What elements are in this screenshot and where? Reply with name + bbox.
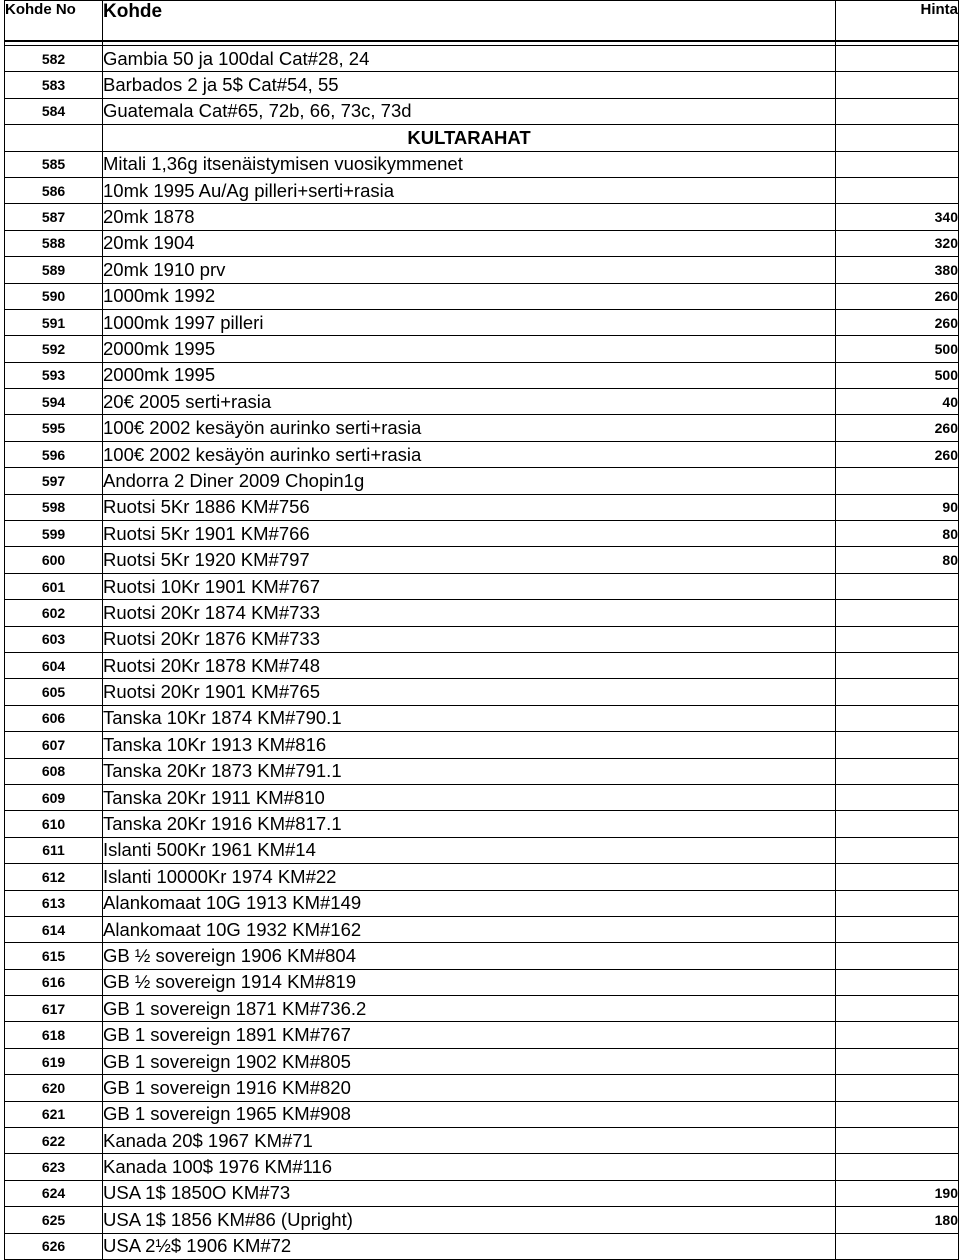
item-description-cell: 2000mk 1995 (103, 362, 836, 388)
table-row (5, 283, 959, 309)
item-description-cell: USA 1$ 1856 KM#86 (Upright) (103, 1207, 836, 1233)
table-row (5, 1233, 959, 1259)
price-cell (836, 626, 959, 652)
item-description-cell: Alankomaat 10G 1932 KM#162 (103, 916, 836, 942)
table-row (5, 441, 959, 467)
item-number-cell: 595 (5, 415, 103, 441)
item-number-cell: 620 (5, 1075, 103, 1101)
item-number-cell: 592 (5, 336, 103, 362)
table-row (5, 732, 959, 758)
item-description-cell: 20mk 1904 (103, 230, 836, 256)
price-cell (836, 705, 959, 731)
item-description-cell: Tanska 20Kr 1873 KM#791.1 (103, 758, 836, 784)
item-description-cell: Guatemala Cat#65, 72b, 66, 73c, 73d (103, 98, 836, 124)
table-row (5, 626, 959, 652)
item-description-cell: Ruotsi 20Kr 1901 KM#765 (103, 679, 836, 705)
item-description-cell: 20mk 1910 prv (103, 257, 836, 283)
table-row (5, 336, 959, 362)
item-number-cell: 591 (5, 309, 103, 335)
item-description-cell: Ruotsi 20Kr 1874 KM#733 (103, 600, 836, 626)
item-number-cell: 617 (5, 996, 103, 1022)
item-description-cell: Islanti 500Kr 1961 KM#14 (103, 837, 836, 863)
price-cell (836, 890, 959, 916)
item-description-cell: USA 2½$ 1906 KM#72 (103, 1233, 836, 1259)
price-cell: 90 (836, 494, 959, 520)
item-number-cell: 603 (5, 626, 103, 652)
column-header-item: Kohde (103, 1, 836, 41)
table-row (5, 996, 959, 1022)
price-cell: 80 (836, 547, 959, 573)
item-description-cell: Tanska 20Kr 1916 KM#817.1 (103, 811, 836, 837)
price-cell (836, 98, 959, 124)
table-row (5, 72, 959, 98)
table-row (5, 257, 959, 283)
item-number-cell (5, 125, 103, 151)
price-cell: 500 (836, 362, 959, 388)
item-description-cell: Ruotsi 5Kr 1901 KM#766 (103, 521, 836, 547)
table-row (5, 415, 959, 441)
item-number-cell: 607 (5, 732, 103, 758)
table-row (5, 230, 959, 256)
price-cell: 40 (836, 389, 959, 415)
price-cell (836, 1233, 959, 1259)
item-description-cell: Ruotsi 20Kr 1878 KM#748 (103, 652, 836, 678)
table-row (5, 362, 959, 388)
item-description-cell: Tanska 20Kr 1911 KM#810 (103, 784, 836, 810)
item-number-cell: 593 (5, 362, 103, 388)
item-number-cell: 600 (5, 547, 103, 573)
item-description-cell: GB 1 sovereign 1891 KM#767 (103, 1022, 836, 1048)
table-row (5, 1075, 959, 1101)
item-description-cell: Mitali 1,36g itsenäistymisen vuosikymmenet (103, 151, 836, 177)
table-body (5, 46, 959, 1260)
price-cell (836, 758, 959, 784)
item-number-cell: 614 (5, 916, 103, 942)
price-cell (836, 679, 959, 705)
item-description-cell: GB 1 sovereign 1965 KM#908 (103, 1101, 836, 1127)
table-row (5, 521, 959, 547)
table-row (5, 46, 959, 72)
price-cell (836, 573, 959, 599)
item-description-cell: Tanska 10Kr 1874 KM#790.1 (103, 705, 836, 731)
table-row (5, 890, 959, 916)
item-number-cell: 587 (5, 204, 103, 230)
item-description-cell: 1000mk 1997 pilleri (103, 309, 836, 335)
table-row (5, 98, 959, 124)
item-number-cell: 622 (5, 1128, 103, 1154)
price-cell (836, 652, 959, 678)
table-row (5, 389, 959, 415)
table-header (5, 1, 959, 46)
price-cell (836, 732, 959, 758)
item-description-cell: GB ½ sovereign 1906 KM#804 (103, 943, 836, 969)
price-cell: 380 (836, 257, 959, 283)
item-number-cell: 598 (5, 494, 103, 520)
item-description-cell: Alankomaat 10G 1913 KM#149 (103, 890, 836, 916)
table-row (5, 864, 959, 890)
price-cell: 260 (836, 283, 959, 309)
item-number-cell: 612 (5, 864, 103, 890)
table-row (5, 494, 959, 520)
section-heading-row (5, 125, 959, 151)
column-header-item-number: Kohde No (5, 1, 103, 41)
item-description-cell: Ruotsi 5Kr 1886 KM#756 (103, 494, 836, 520)
item-number-cell: 601 (5, 573, 103, 599)
item-number-cell: 626 (5, 1233, 103, 1259)
item-number-cell: 589 (5, 257, 103, 283)
price-cell (836, 1075, 959, 1101)
price-cell: 190 (836, 1180, 959, 1206)
price-cell: 260 (836, 309, 959, 335)
price-cell: 320 (836, 230, 959, 256)
item-number-cell: 602 (5, 600, 103, 626)
price-cell (836, 969, 959, 995)
item-description-cell: Andorra 2 Diner 2009 Chopin1g (103, 468, 836, 494)
table-row (5, 309, 959, 335)
item-description-cell: Ruotsi 5Kr 1920 KM#797 (103, 547, 836, 573)
item-description-cell: Islanti 10000Kr 1974 KM#22 (103, 864, 836, 890)
table-row (5, 1180, 959, 1206)
auction-table (4, 0, 959, 1260)
table-row (5, 705, 959, 731)
table-row (5, 204, 959, 230)
table-row (5, 600, 959, 626)
table-row (5, 151, 959, 177)
item-number-cell: 610 (5, 811, 103, 837)
item-description-cell: Tanska 10Kr 1913 KM#816 (103, 732, 836, 758)
price-cell (836, 837, 959, 863)
price-cell (836, 1154, 959, 1180)
item-description-cell: 2000mk 1995 (103, 336, 836, 362)
table-row (5, 969, 959, 995)
table-row (5, 652, 959, 678)
table-row (5, 1207, 959, 1233)
item-number-cell: 597 (5, 468, 103, 494)
table-row (5, 1101, 959, 1127)
item-number-cell: 594 (5, 389, 103, 415)
table-row (5, 573, 959, 599)
price-cell (836, 943, 959, 969)
item-description-cell: 100€ 2002 kesäyön aurinko serti+rasia (103, 415, 836, 441)
table-row (5, 837, 959, 863)
price-cell (836, 1022, 959, 1048)
price-cell: 260 (836, 415, 959, 441)
item-number-cell: 624 (5, 1180, 103, 1206)
price-cell (836, 1048, 959, 1074)
item-number-cell: 625 (5, 1207, 103, 1233)
item-number-cell: 619 (5, 1048, 103, 1074)
item-number-cell: 586 (5, 177, 103, 203)
table-row (5, 468, 959, 494)
price-cell (836, 600, 959, 626)
table-row (5, 679, 959, 705)
item-number-cell: 588 (5, 230, 103, 256)
item-number-cell: 583 (5, 72, 103, 98)
item-description-cell: Ruotsi 20Kr 1876 KM#733 (103, 626, 836, 652)
column-header-price: Hinta (836, 1, 959, 41)
price-cell (836, 468, 959, 494)
item-description-cell: USA 1$ 1850O KM#73 (103, 1180, 836, 1206)
price-cell (836, 177, 959, 203)
item-number-cell: 621 (5, 1101, 103, 1127)
item-number-cell: 616 (5, 969, 103, 995)
price-cell (836, 1128, 959, 1154)
price-cell: 80 (836, 521, 959, 547)
price-cell (836, 996, 959, 1022)
item-description-cell: 10mk 1995 Au/Ag pilleri+serti+rasia (103, 177, 836, 203)
section-heading-cell: KULTARAHAT (103, 125, 836, 151)
price-cell: 340 (836, 204, 959, 230)
item-number-cell: 585 (5, 151, 103, 177)
table-row (5, 547, 959, 573)
item-description-cell: GB 1 sovereign 1916 KM#820 (103, 1075, 836, 1101)
item-number-cell: 584 (5, 98, 103, 124)
price-cell (836, 125, 959, 151)
item-description-cell: 1000mk 1992 (103, 283, 836, 309)
item-description-cell: GB ½ sovereign 1914 KM#819 (103, 969, 836, 995)
item-description-cell: GB 1 sovereign 1871 KM#736.2 (103, 996, 836, 1022)
item-number-cell: 615 (5, 943, 103, 969)
table-row (5, 784, 959, 810)
item-number-cell: 618 (5, 1022, 103, 1048)
item-number-cell: 609 (5, 784, 103, 810)
table-row (5, 811, 959, 837)
price-cell (836, 1101, 959, 1127)
item-description-cell: 20mk 1878 (103, 204, 836, 230)
item-number-cell: 604 (5, 652, 103, 678)
table-row (5, 1048, 959, 1074)
price-cell: 500 (836, 336, 959, 362)
item-description-cell: 100€ 2002 kesäyön aurinko serti+rasia (103, 441, 836, 467)
price-cell (836, 916, 959, 942)
table-row (5, 1022, 959, 1048)
price-cell (836, 72, 959, 98)
item-number-cell: 596 (5, 441, 103, 467)
item-number-cell: 582 (5, 46, 103, 72)
item-number-cell: 606 (5, 705, 103, 731)
item-description-cell: Kanada 20$ 1967 KM#71 (103, 1128, 836, 1154)
item-description-cell: GB 1 sovereign 1902 KM#805 (103, 1048, 836, 1074)
item-description-cell: Ruotsi 10Kr 1901 KM#767 (103, 573, 836, 599)
table-row (5, 943, 959, 969)
item-number-cell: 613 (5, 890, 103, 916)
item-number-cell: 623 (5, 1154, 103, 1180)
item-description-cell: 20€ 2005 serti+rasia (103, 389, 836, 415)
price-cell (836, 151, 959, 177)
price-cell (836, 784, 959, 810)
item-number-cell: 608 (5, 758, 103, 784)
price-cell (836, 864, 959, 890)
table-row (5, 177, 959, 203)
price-cell: 180 (836, 1207, 959, 1233)
price-cell (836, 811, 959, 837)
table-row (5, 1128, 959, 1154)
price-cell (836, 46, 959, 72)
item-description-cell: Gambia 50 ja 100dal Cat#28, 24 (103, 46, 836, 72)
item-number-cell: 611 (5, 837, 103, 863)
item-number-cell: 605 (5, 679, 103, 705)
item-description-cell: Barbados 2 ja 5$ Cat#54, 55 (103, 72, 836, 98)
table-row (5, 916, 959, 942)
table-row (5, 758, 959, 784)
table-row (5, 1154, 959, 1180)
item-number-cell: 590 (5, 283, 103, 309)
item-number-cell: 599 (5, 521, 103, 547)
item-description-cell: Kanada 100$ 1976 KM#116 (103, 1154, 836, 1180)
price-cell: 260 (836, 441, 959, 467)
